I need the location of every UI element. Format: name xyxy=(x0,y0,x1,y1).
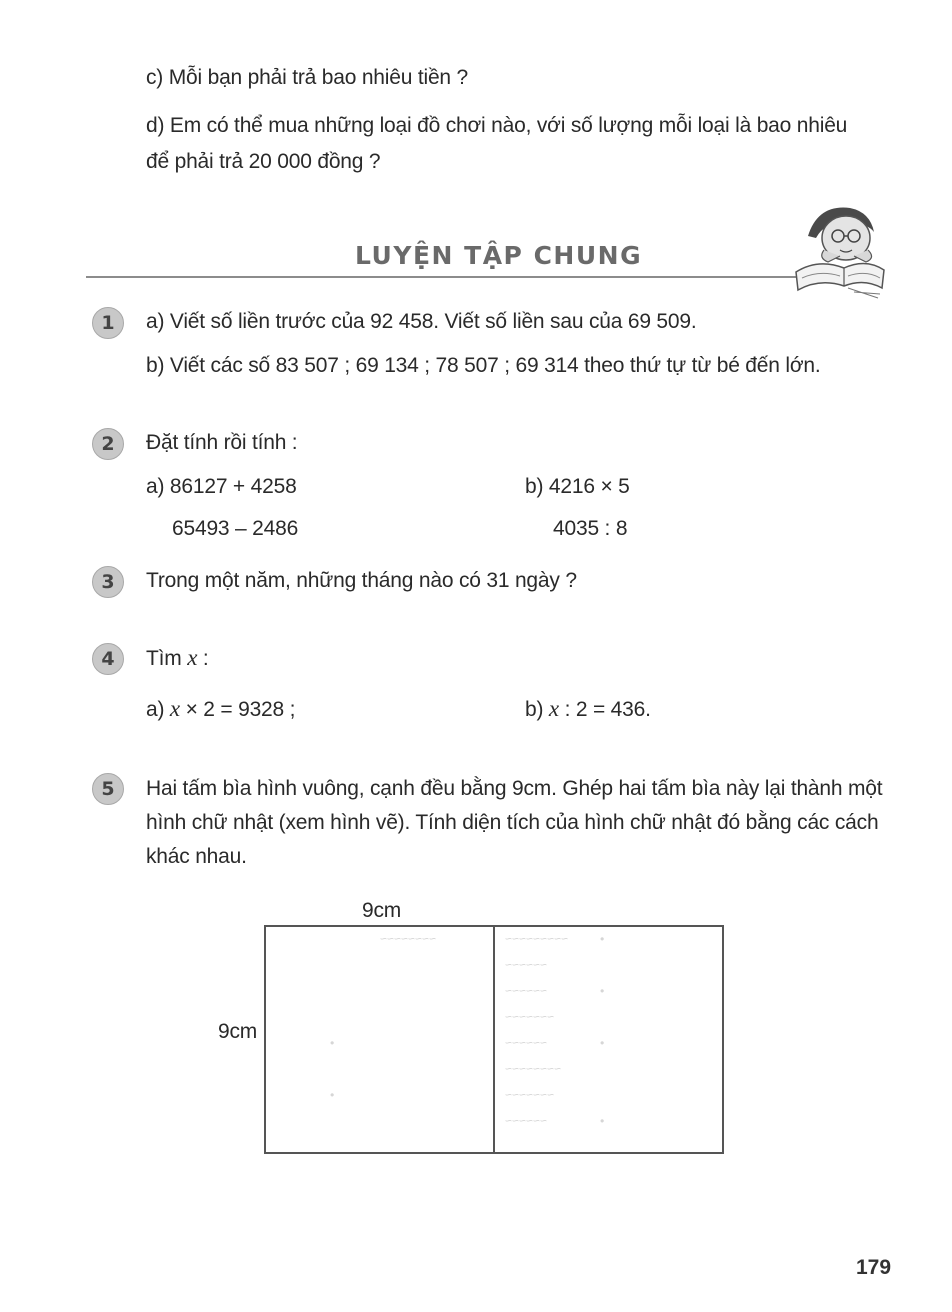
exercise-4-prompt-word: Tìm xyxy=(146,647,182,670)
bleed-through-mark: ~~~~~~ xyxy=(505,958,548,972)
exercise-2-a-addition: a) 86127 + 4258 xyxy=(146,475,297,498)
bleed-through-mark: ~~~~~~ xyxy=(505,984,548,998)
variable-x: x xyxy=(169,696,180,721)
exercise-5-line3: khác nhau. xyxy=(146,845,247,868)
question-d-line2: để phải trả 20 000 đồng ? xyxy=(146,150,381,173)
exercise-5-number: 5 xyxy=(92,773,124,805)
section-title: LUYỆN TẬP CHUNG xyxy=(355,241,643,270)
question-d-line1: d) Em có thể mua những loại đồ chơi nào, với số lượng mỗi loại là bao nhiêu xyxy=(146,114,848,137)
exercise-4-a-equation: × 2 = 9328 ; xyxy=(185,698,296,721)
question-c: c) Mỗi bạn phải trả bao nhiêu tiền ? xyxy=(146,66,469,89)
bleed-through-mark: ~~~~~~~~ xyxy=(380,932,437,946)
exercise-4-b-label: b) xyxy=(525,698,544,721)
variable-x: x xyxy=(187,645,198,670)
bleed-through-mark: • xyxy=(600,1036,605,1050)
exercise-2-number: 2 xyxy=(92,428,124,460)
exercise-3-number: 3 xyxy=(92,566,124,598)
exercise-1-number: 1 xyxy=(92,307,124,339)
bleed-through-mark: ~~~~~~~~~ xyxy=(505,932,569,946)
exercise-4-colon: : xyxy=(197,647,209,670)
exercise-2-prompt: Đặt tính rồi tính : xyxy=(146,431,298,454)
figure-top-label: 9cm xyxy=(362,899,402,922)
exercise-1-b: b) Viết các số 83 507 ; 69 134 ; 78 507 ; 69 314 theo thứ tự từ bé đến lớn. xyxy=(146,354,821,377)
exercise-2-b-division: 4035 : 8 xyxy=(553,517,628,540)
reading-child-illustration xyxy=(788,198,888,302)
exercise-2-b-multiplication: b) 4216 × 5 xyxy=(525,475,630,498)
exercise-3-text: Trong một năm, những tháng nào có 31 ngày ? xyxy=(146,569,577,592)
bleed-through-mark: • xyxy=(330,1036,335,1050)
bleed-through-mark: ~~~~~~~ xyxy=(505,1088,555,1102)
exercise-4-b xyxy=(525,696,651,723)
exercise-4-number: 4 xyxy=(92,643,124,675)
bleed-through-mark: • xyxy=(600,984,605,998)
page-number: 179 xyxy=(856,1256,892,1279)
exercise-4-a-label: a) xyxy=(146,698,165,721)
figure-side-label: 9cm xyxy=(218,1020,258,1043)
bleed-through-mark: ~~~~~~ xyxy=(505,1036,548,1050)
exercise-1-a: a) Viết số liền trước của 92 458. Viết số liền sau của 69 509. xyxy=(146,310,697,333)
exercise-2-a-subtraction: 65493 – 2486 xyxy=(172,517,299,540)
exercise-4-a xyxy=(146,696,295,723)
bleed-through-mark: ~~~~~~~ xyxy=(505,1010,555,1024)
bleed-through-mark: • xyxy=(600,1114,605,1128)
exercise-5-line1: Hai tấm bìa hình vuông, cạnh đều bằng 9cm. Ghép hai tấm bìa này lại thành một xyxy=(146,777,883,800)
bleed-through-mark: • xyxy=(330,1088,335,1102)
exercise-5-line2: hình chữ nhật (xem hình vẽ). Tính diện tích của hình chữ nhật đó bằng các cách xyxy=(146,811,879,834)
exercise-4-b-equation: : 2 = 436. xyxy=(564,698,651,721)
figure-divider-line xyxy=(493,927,495,1152)
bleed-through-mark: ~~~~~~ xyxy=(505,1114,548,1128)
bleed-through-mark: ~~~~~~~~ xyxy=(505,1062,562,1076)
variable-x: x xyxy=(548,696,559,721)
heading-rule xyxy=(86,276,816,278)
bleed-through-mark: • xyxy=(600,932,605,946)
exercise-4-prompt xyxy=(146,645,209,672)
